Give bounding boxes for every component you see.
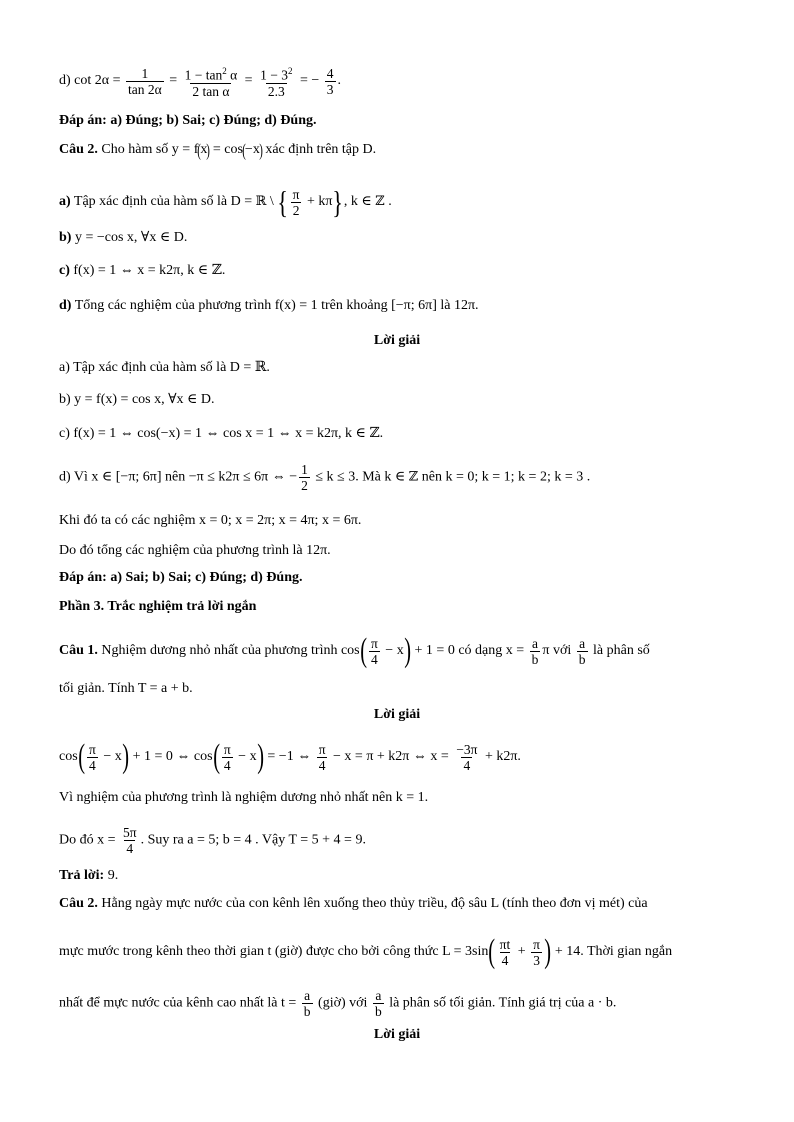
question-1-stem-cont: tối giản. Tính T = a + b.	[59, 681, 193, 696]
answer-key-1: Đáp án: a) Đúng; b) Sai; c) Đúng; d) Đúng.	[59, 113, 317, 128]
statement-d: d) Tổng các nghiệm của phương trình f(x) = 1 trên khoảng [−π; 6π] là 12π.	[59, 298, 479, 313]
statement-b: b) y = −cos x, ∀x ∈ D.	[59, 230, 188, 245]
solution-heading-1: Lời giải	[373, 333, 421, 348]
solution-q1-result: Do đó x = $\frac{5\pi}{4}$ . Suy ra a = 5; b = 4 . Vậy T = 5 + 4 = 9.	[59, 825, 366, 856]
solution-d: d) Vì x ∈ [−π; 6π] nên −π ≤ k2π ≤ 6π ⇔ − $\frac{1}{2}$ ≤ k ≤ 3. Mà k ∈ ℤ nên k = 0; k = 1; k = 2; k = 3 .	[59, 462, 591, 493]
statement-c: c) f(x) = 1 ⇔ x = k2π, k ∈ ℤ.	[59, 263, 226, 278]
solution-a: a) Tập xác định của hàm số là D = ℝ.	[59, 360, 270, 375]
cot-formula: d) cot 2α = $\frac{1}{\tan 2\alpha}$ = $\frac{1 - \tan^2 \alpha}{\text{2 tan α}}$ = $\frac{1 - 3^2}{2.3}$ = − $\frac{4}{3}$ .	[59, 65, 341, 99]
solution-q1-k: Vì nghiệm của phương trình là nghiệm dương nhỏ nhất nên k = 1.	[59, 790, 429, 805]
solution-sum: Do đó tổng các nghiệm của phương trình là 12π.	[59, 543, 331, 558]
solution-c: c) f(x) = 1 ⇔ cos(−x) = 1 ⇔ cos x = 1 ⇔ x = k2π, k ∈ ℤ.	[59, 426, 384, 441]
solution-heading-3: Lời giải	[373, 1027, 421, 1042]
question-1-stem: Câu 1. Nghiệm dương nhỏ nhất của phương trình cos( $\frac{\pi}{4}$ − x) + 1 = 0 có dạng x = $\frac{a}{b}$ π với $\frac{a}{b}$ là phân số	[59, 632, 650, 669]
question-2b-stem: Câu 2. Hằng ngày mực nước của con kênh lên xuống theo thủy triều, độ sâu L (tính theo đơn vị mét) của	[59, 896, 648, 911]
question-2-stem: Câu 2. Cho hàm số y = f(x) = cos(−x) xác định trên tập D.	[59, 140, 377, 160]
answer-q1: Trả lời: 9.	[59, 868, 119, 883]
question-2b-ask: nhất để mực nước của kênh cao nhất là t = $\frac{a}{b}$ (giờ) với $\frac{a}{b}$ là phân số tối giản. Tính giá trị của a · b.	[59, 988, 617, 1019]
solution-roots: Khi đó ta có các nghiệm x = 0; x = 2π; x = 4π; x = 6π.	[59, 513, 362, 528]
statement-a: a) Tập xác định của hàm số là D = ℝ \ { $\frac{\pi}{2}$ + kπ}, k ∈ ℤ .	[59, 184, 392, 220]
solution-q1-equation: cos( $\frac{\pi}{4}$ − x) + 1 = 0 ⇔ cos( $\frac{\pi}{4}$ − x) = −1 ⇔ $\frac{\pi}{4}$ − x = π + k2π ⇔ x = $\frac{-3\pi}{4}$ + k2π.	[59, 738, 521, 775]
part-3-heading: Phần 3. Trắc nghiệm trả lời ngắn	[59, 599, 257, 614]
solution-d-cot2a	[59, 64, 754, 99]
solution-heading-2: Lời giải	[373, 707, 421, 722]
answer-key-2: Đáp án: a) Sai; b) Sai; c) Đúng; d) Đúng.	[59, 570, 303, 585]
solution-b: b) y = f(x) = cos x, ∀x ∈ D.	[59, 392, 215, 407]
question-2b-formula: mực mước trong kênh theo thời gian t (giờ) được cho bởi công thức L = 3sin( $\frac{\pi t}{4}$ + $\frac{\pi}{3}$ ) + 14. Thời gian ngắn	[59, 933, 673, 970]
